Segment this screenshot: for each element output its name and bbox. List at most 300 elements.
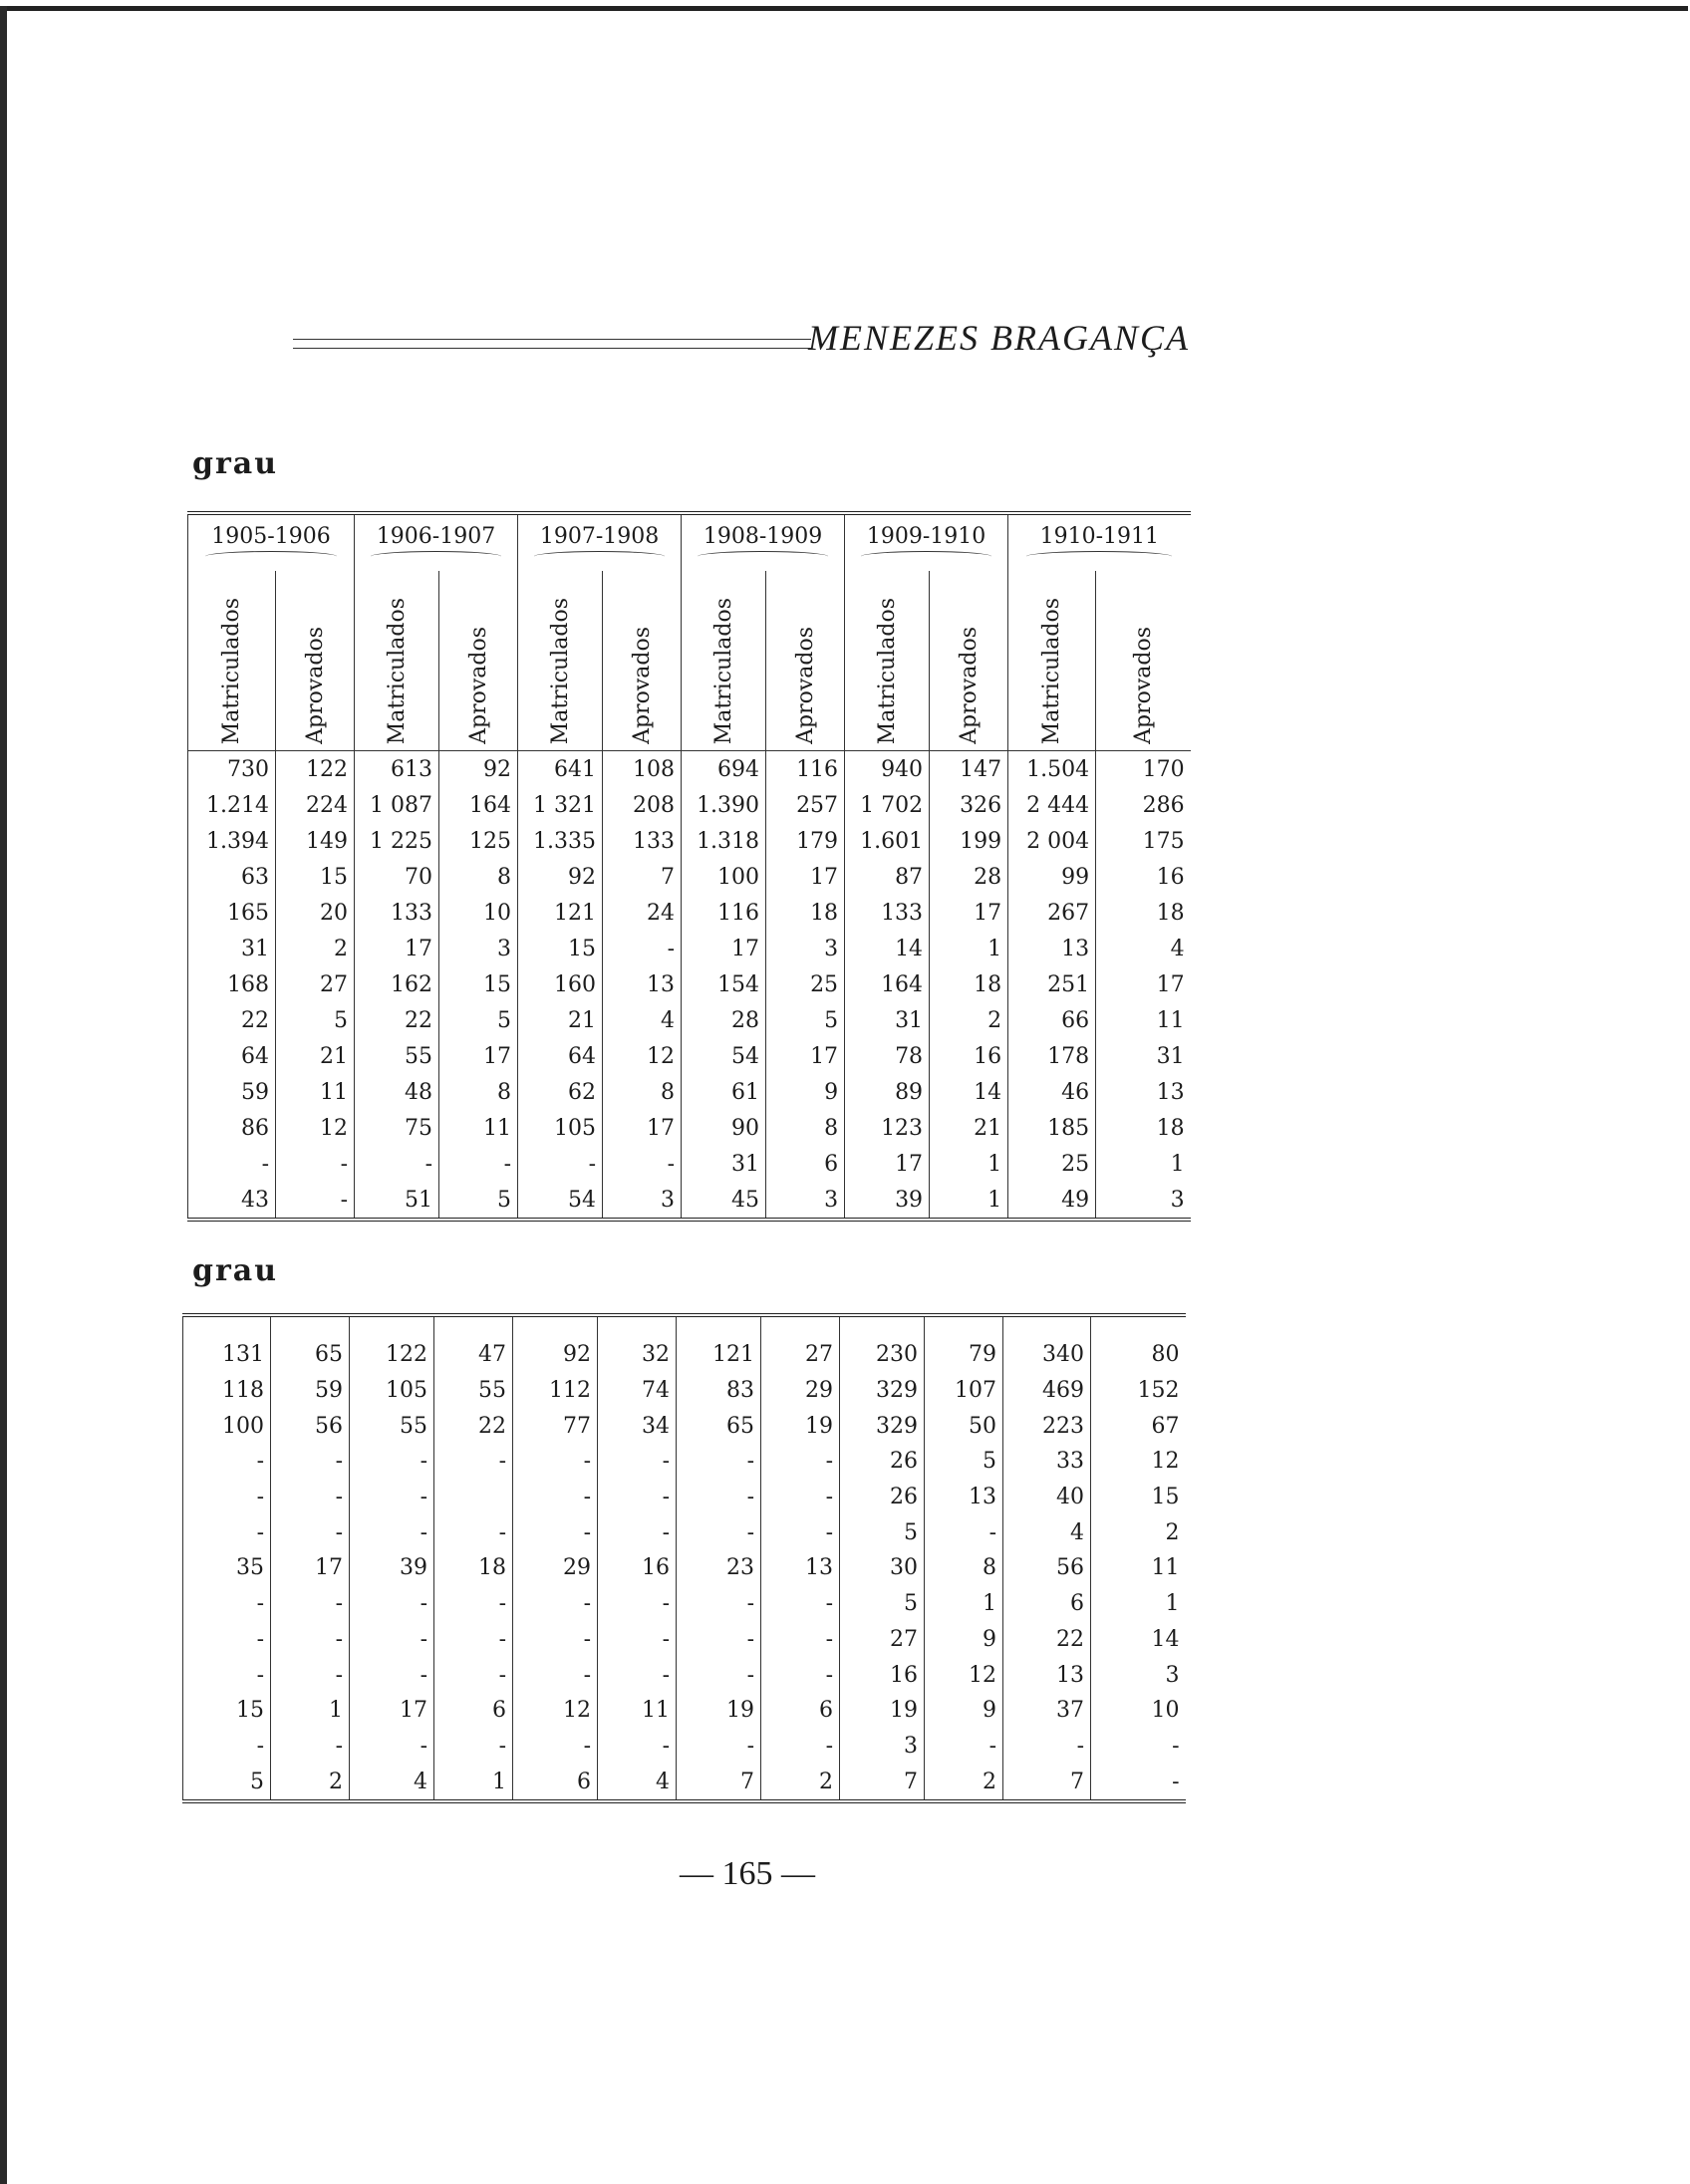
table-cell: 66 [1008,1002,1096,1038]
table-cell: 25 [766,966,845,1002]
table-cell: - [598,1729,677,1765]
brace-mark [698,551,827,562]
table-cell: 164 [439,787,518,823]
year-header [682,513,845,571]
table-cell: - [513,1480,598,1515]
table-cell: 55 [355,1038,439,1074]
aprovados-header [603,571,682,751]
table-cell: 33 [1003,1444,1091,1480]
table-cell: 1 [434,1764,513,1801]
table-cell: 27 [761,1337,840,1373]
table-cell: 30 [840,1550,925,1586]
table-cell: 14 [845,931,930,966]
table-row [188,1146,1191,1182]
table-cell: 45 [682,1182,766,1220]
table-cell: - [1091,1764,1186,1801]
table-cell: - [603,1146,682,1182]
table-cell: 122 [276,751,355,788]
table-cell: 21 [518,1002,603,1038]
table-cell: 13 [761,1550,840,1586]
year-label: 1907-1908 [539,524,660,549]
table-cell: - [598,1514,677,1550]
spacer-cell [677,1315,761,1337]
table-cell: - [183,1622,271,1658]
table-cell: 31 [682,1146,766,1182]
table-cell: 122 [350,1337,434,1373]
table-cell: 78 [845,1038,930,1074]
table-cell: 23 [677,1550,761,1586]
table-cell: 694 [682,751,766,788]
table-cell: - [761,1729,840,1765]
table-cell: - [677,1586,761,1622]
table-cell: 10 [439,895,518,931]
year-header [355,513,518,571]
table-cell: 26 [840,1444,925,1480]
table-cell: 2 [276,931,355,966]
table-cell: 27 [840,1622,925,1658]
table-cell: 3 [439,931,518,966]
table-cell: 6 [766,1146,845,1182]
matriculados-header [1008,571,1096,751]
year-label: 1909-1910 [866,524,986,549]
table-cell: 22 [188,1002,276,1038]
table-cell: 9 [925,1622,1003,1658]
table-cell: 13 [1008,931,1096,966]
table-cell: 7 [840,1764,925,1801]
table-row [183,1408,1186,1444]
table-cell: 116 [682,895,766,931]
table-cell: 147 [930,751,1008,788]
table-cell: 64 [188,1038,276,1074]
table-cell: - [439,1146,518,1182]
table-cell: 13 [925,1480,1003,1515]
table-cell: - [434,1622,513,1658]
year-header [1008,513,1191,571]
table-cell: 4 [1170,936,1185,961]
table-cell [434,1480,513,1515]
table-cell: - [677,1657,761,1693]
table-cell: 15 [1151,1485,1180,1510]
year-label: 1908-1909 [703,524,823,549]
table-cell: - [188,1146,276,1182]
table-cell: 469 [1003,1373,1091,1409]
table-cell: 17 [930,895,1008,931]
table-cell: 1.214 [188,787,276,823]
table-cell: 80 [1151,1342,1180,1368]
table-cell: 162 [355,966,439,1002]
table-cell: 10 [1151,1698,1180,1724]
table-cell: 5 [925,1444,1003,1480]
year-header [845,513,1008,571]
table-cell: 77 [513,1408,598,1444]
table-cell: 22 [1003,1622,1091,1658]
table-cell: 13 [603,966,682,1002]
table-cell: - [434,1586,513,1622]
table-cell: 12 [603,1038,682,1074]
table-row [183,1622,1186,1658]
table-cell: 15 [518,931,603,966]
matriculados-header-text: Matriculados [384,597,410,744]
table-cell: - [183,1729,271,1765]
year-header [518,513,682,571]
table-cell: - [434,1514,513,1550]
table-cell: 51 [355,1182,439,1220]
table-cell: 3 [840,1729,925,1765]
table-cell: 267 [1008,895,1096,931]
page-number: — 165 — [680,1855,815,1892]
header-title: MENEZES BRAGANÇA [808,318,1190,358]
table-cell: - [677,1480,761,1515]
table-cell: 65 [677,1408,761,1444]
table-cell: 9 [925,1693,1003,1729]
table-cell: 108 [603,751,682,788]
enrollment-table-1 [187,511,1191,1222]
table-row [183,1373,1186,1409]
table-cell: - [355,1146,439,1182]
table-cell: 56 [1003,1550,1091,1586]
table-cell: 2 [930,1002,1008,1038]
table-row [183,1657,1186,1693]
table-cell: 9 [766,1074,845,1110]
table-cell: - [513,1622,598,1658]
table-cell: - [183,1586,271,1622]
matriculados-header-text: Matriculados [874,597,900,744]
table-cell: - [276,1146,355,1182]
table-cell: - [598,1622,677,1658]
table-cell: - [271,1586,350,1622]
table-cell: 17 [350,1693,434,1729]
table-cell: 29 [513,1550,598,1586]
table-cell: 133 [845,895,930,931]
table-cell: 3 [1096,1182,1191,1220]
aprovados-header [276,571,355,751]
table-cell: 34 [598,1408,677,1444]
table-cell: - [513,1657,598,1693]
matriculados-header [188,571,276,751]
table-cell: - [761,1444,840,1480]
table-cell: - [925,1729,1003,1765]
table-cell: - [677,1444,761,1480]
table-cell: 5 [840,1586,925,1622]
table-cell: 2 [271,1764,350,1801]
table-cell: 1.318 [682,823,766,859]
table-cell: 19 [677,1693,761,1729]
table-row [183,1514,1186,1550]
table-cell: 70 [355,859,439,895]
table-cell: 286 [1142,792,1185,818]
spacer-cell [1003,1315,1091,1337]
table-cell: 11 [439,1110,518,1146]
table-row [188,1038,1191,1074]
table-cell: 89 [845,1074,930,1110]
table-cell: 112 [513,1373,598,1409]
table-cell: - [761,1514,840,1550]
table-cell: - [761,1622,840,1658]
table-cell: - [518,1146,603,1182]
table-cell: - [513,1514,598,1550]
matriculados-header-text: Matriculados [219,597,244,744]
table-cell: 12 [925,1657,1003,1693]
table-cell: 6 [1003,1586,1091,1622]
table-cell: - [183,1444,271,1480]
table-cell: - [183,1657,271,1693]
table-cell: 22 [434,1408,513,1444]
table-cell: 4 [598,1764,677,1801]
table-cell: 613 [355,751,439,788]
table-cell: 168 [188,966,276,1002]
table-cell: 43 [188,1182,276,1220]
year-header [188,513,355,571]
table-cell: 121 [518,895,603,931]
table-cell: 39 [350,1550,434,1586]
brace-mark [1026,551,1172,562]
aprovados-header-text: Aprovados [302,627,328,744]
table-cell: - [271,1514,350,1550]
table-cell: 17 [271,1550,350,1586]
spacer-cell [434,1315,513,1337]
table-row [183,1729,1186,1765]
table-cell: 17 [766,859,845,895]
table-cell: 641 [518,751,603,788]
table-cell: - [276,1182,355,1220]
table-cell: 17 [845,1146,930,1182]
table-row [188,1074,1191,1110]
table-cell: 17 [1156,971,1185,997]
table-cell: 8 [925,1550,1003,1586]
table-cell: 17 [355,931,439,966]
brace-mark [534,551,664,562]
table-cell: 40 [1003,1480,1091,1515]
table-cell: - [1003,1729,1091,1765]
table-cell: 8 [766,1110,845,1146]
section-label-2: grau [192,1253,279,1288]
table-cell: - [350,1622,434,1658]
table-cell: - [761,1586,840,1622]
table-cell: 154 [682,966,766,1002]
matriculados-header [682,571,766,751]
table-cell: 4 [1003,1514,1091,1550]
table-cell: 1.335 [518,823,603,859]
table-cell: 3 [766,931,845,966]
table-cell: 12 [513,1693,598,1729]
table-cell: 1 [930,931,1008,966]
table-cell: 12 [1151,1449,1180,1475]
table-cell: 223 [1003,1408,1091,1444]
table-cell: 55 [350,1408,434,1444]
table-cell: 1.394 [188,823,276,859]
table-cell: 6 [761,1693,840,1729]
table-cell: - [761,1657,840,1693]
table-cell: 6 [513,1764,598,1801]
table-cell: 79 [925,1337,1003,1373]
table-row [188,823,1191,859]
spacer-cell [1091,1315,1186,1337]
table-cell: 21 [930,1110,1008,1146]
table-cell: - [513,1729,598,1765]
table-cell: 6 [434,1693,513,1729]
table-cell: 7 [1003,1764,1091,1801]
table-cell: 118 [183,1373,271,1409]
table-cell: - [271,1480,350,1515]
table-row [188,859,1191,895]
column-header-row [188,571,1191,751]
table-cell: - [183,1480,271,1515]
table-cell: 99 [1008,859,1096,895]
table-cell: 74 [598,1373,677,1409]
table-cell: 15 [439,966,518,1002]
table-cell: 29 [761,1373,840,1409]
table-cell: 39 [845,1182,930,1220]
matriculados-header [845,571,930,751]
table-cell: 5 [439,1002,518,1038]
table-cell: - [677,1729,761,1765]
table-cell: 56 [271,1408,350,1444]
table-cell: 18 [930,966,1008,1002]
table-cell: 8 [439,1074,518,1110]
brace-mark [371,551,500,562]
table-cell: 7 [603,859,682,895]
table-cell: - [271,1657,350,1693]
spacer-cell [350,1315,434,1337]
table-cell: 2 [1165,1519,1180,1545]
table-cell: 19 [840,1693,925,1729]
table-cell: 46 [1008,1074,1096,1110]
aprovados-header [1096,571,1191,751]
aprovados-header [766,571,845,751]
table-row [188,1110,1191,1146]
table-cell: 107 [925,1373,1003,1409]
table-cell: 105 [518,1110,603,1146]
table-cell: 5 [439,1182,518,1220]
table-row [188,895,1191,931]
table-row [188,966,1191,1002]
table-cell: - [350,1514,434,1550]
table-cell: - [677,1514,761,1550]
year-header-row [188,513,1191,571]
table-cell: 208 [603,787,682,823]
table-cell: 31 [845,1002,930,1038]
table-cell: 1 321 [518,787,603,823]
table-cell: 11 [1151,1555,1180,1581]
table-cell: - [677,1622,761,1658]
table-cell: 4 [603,1002,682,1038]
aprovados-header [930,571,1008,751]
table-row [188,751,1191,788]
spacer-cell [183,1315,271,1337]
table-cell: - [598,1657,677,1693]
brace-mark [861,551,990,562]
table-cell: - [434,1657,513,1693]
table-cell: 16 [840,1657,925,1693]
table-cell: 326 [930,787,1008,823]
table-cell: 59 [271,1373,350,1409]
table-cell: 65 [271,1337,350,1373]
table-cell: 47 [434,1337,513,1373]
table-cell: 62 [518,1074,603,1110]
spacer-cell [513,1315,598,1337]
table-cell: 329 [840,1373,925,1409]
table-row [183,1586,1186,1622]
table-cell: 90 [682,1110,766,1146]
table-cell: - [513,1444,598,1480]
table-cell: 133 [355,895,439,931]
spacer-cell [840,1315,925,1337]
year-label: 1910-1911 [1039,524,1160,549]
table-cell: 22 [355,1002,439,1038]
table-cell: 1 [925,1586,1003,1622]
table-cell: 125 [439,823,518,859]
header-rule [293,339,811,349]
table-cell: 1 [930,1182,1008,1220]
table-cell: 18 [766,895,845,931]
table-cell: 230 [840,1337,925,1373]
table-cell: 123 [845,1110,930,1146]
table-cell: - [350,1480,434,1515]
table-cell: 3 [1165,1662,1180,1688]
table-cell: 4 [350,1764,434,1801]
table-cell: 50 [925,1408,1003,1444]
table-cell: 31 [188,931,276,966]
table-cell: 21 [276,1038,355,1074]
table-cell: 3 [766,1182,845,1220]
table-cell: 175 [1142,828,1185,854]
table-cell: - [513,1586,598,1622]
table-cell: - [271,1444,350,1480]
table-cell: 730 [188,751,276,788]
table-cell: 179 [766,823,845,859]
table-cell: 152 [1137,1378,1180,1404]
table-cell: 16 [1156,864,1185,890]
table-cell: - [434,1444,513,1480]
aprovados-header-text: Aprovados [956,627,982,744]
table-cell: 2 444 [1008,787,1096,823]
table-cell: 149 [276,823,355,859]
spacer-cell [925,1315,1003,1337]
table-cell: - [434,1729,513,1765]
table-cell: 63 [188,859,276,895]
table-cell: 1 [1170,1151,1185,1177]
table-cell: - [761,1480,840,1515]
table-row [188,1002,1191,1038]
table-cell: 340 [1003,1337,1091,1373]
table-cell: 11 [276,1074,355,1110]
table-cell: 1 [1165,1591,1180,1617]
table-cell: 8 [439,859,518,895]
table-cell: 7 [677,1764,761,1801]
table-cell: 92 [439,751,518,788]
table-cell: 257 [766,787,845,823]
table-cell: - [350,1586,434,1622]
table-cell: 185 [1008,1110,1096,1146]
table-cell: 1 [271,1693,350,1729]
table-cell: 11 [598,1693,677,1729]
table-cell: 37 [1003,1693,1091,1729]
table-row [183,1693,1186,1729]
matriculados-header-text: Matriculados [710,597,736,744]
matriculados-header-text: Matriculados [1039,597,1065,744]
table-cell: 1.390 [682,787,766,823]
table-cell: 131 [183,1337,271,1373]
aprovados-header-text: Aprovados [1130,627,1156,744]
year-label: 1906-1907 [376,524,496,549]
spacer-cell [271,1315,350,1337]
table-cell: 35 [183,1550,271,1586]
table-cell: 133 [603,823,682,859]
brace-mark [205,551,338,562]
table-cell: 199 [930,823,1008,859]
table-cell: - [183,1514,271,1550]
table-row [188,1182,1191,1220]
